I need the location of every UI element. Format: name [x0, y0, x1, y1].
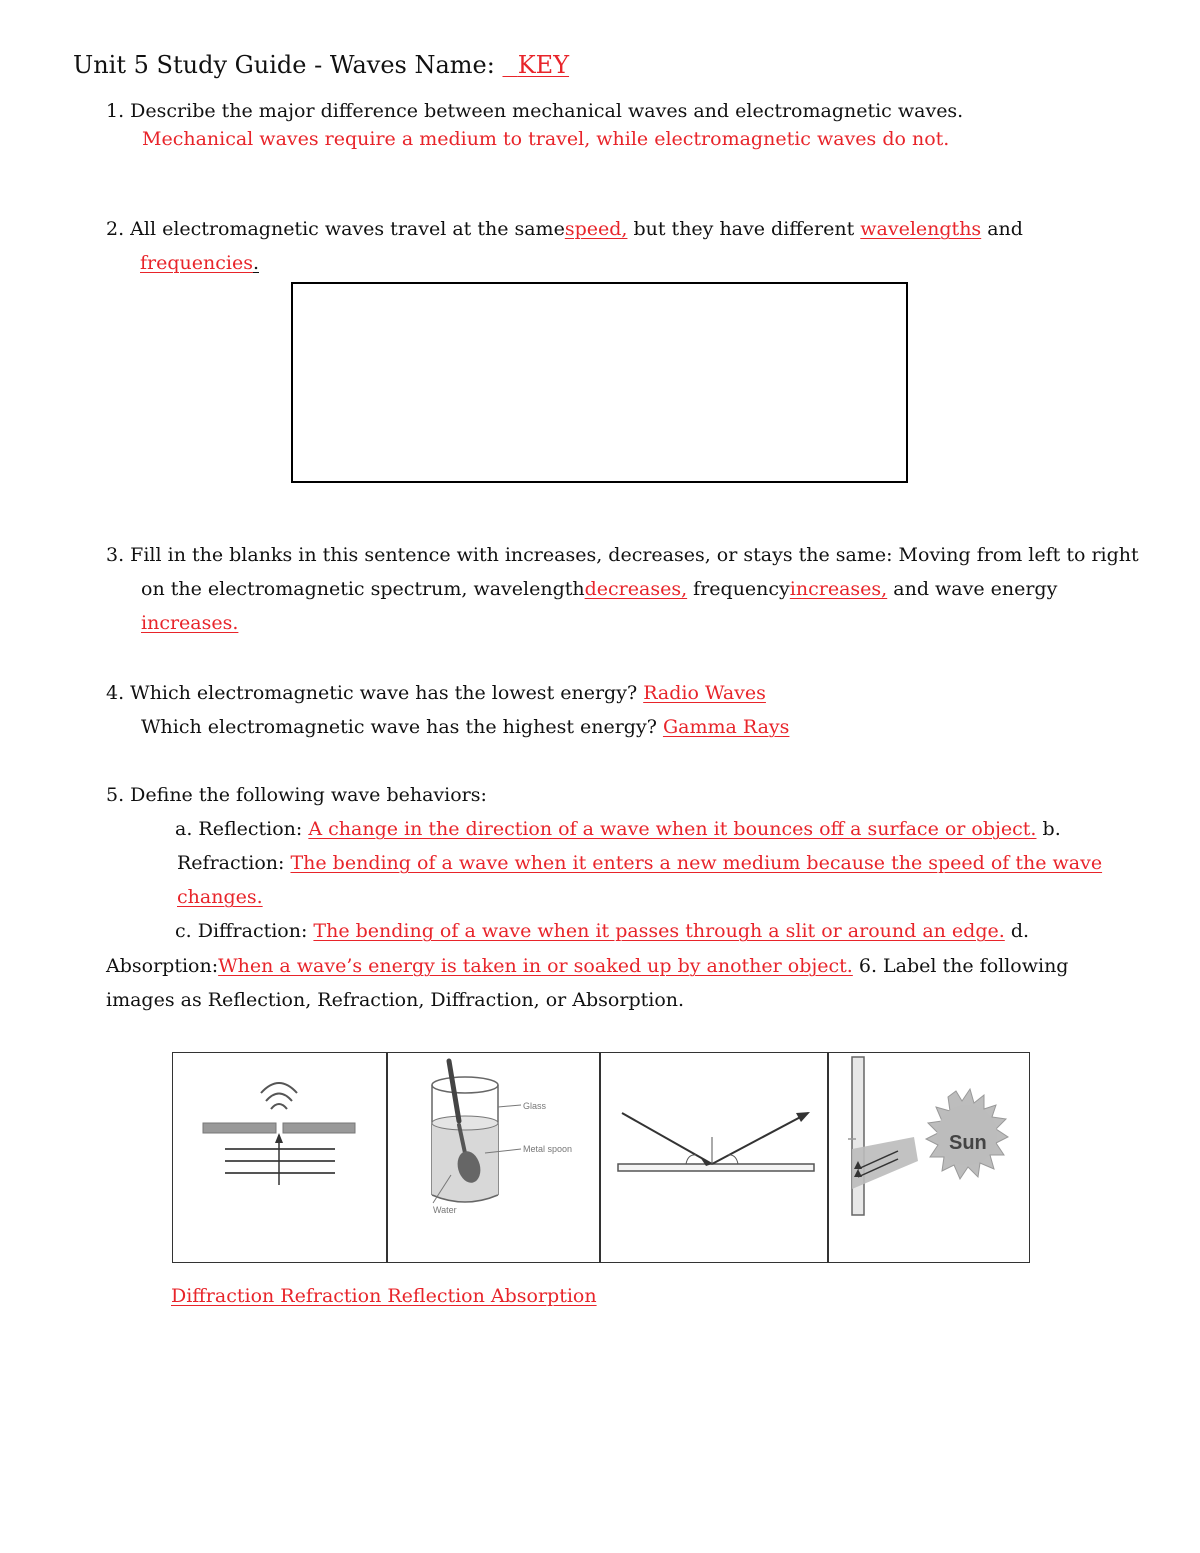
q5-line-a: a. Reflection: A change in the direction of a wave when it bounces off a surface or object. b.: [175, 818, 1061, 840]
q5-answer-absorption: When a wave’s energy is taken in or soaked up by another object.: [218, 955, 853, 977]
q1-question: 1. Describe the major difference between mechanical waves and electromagnetic waves.: [106, 100, 964, 122]
q5-line-d: Absorption:When a wave’s energy is taken in or soaked up by another object. 6. Label the following: [106, 955, 1069, 977]
q5-line-b: Refraction: The bending of a wave when it enters a new medium because the speed of the wave: [177, 852, 1103, 874]
q2-line2: frequencies.: [140, 252, 259, 274]
q1-answer: Mechanical waves require a medium to travel, while electromagnetic waves do not.: [142, 128, 950, 150]
q4-line1: 4. Which electromagnetic wave has the lowest energy? Radio Waves: [106, 682, 766, 704]
absorption-figure: [828, 1053, 1031, 1262]
q2-blank-speed: speed,: [564, 218, 628, 240]
diffraction-figure: [173, 1053, 386, 1262]
refraction-figure: [387, 1053, 599, 1262]
q5-answer-refraction-2: changes.: [177, 886, 263, 908]
q3-line3: [141, 611, 238, 635]
q2-blank-frequencies: frequencies: [140, 252, 253, 274]
q3-blank-energy: increases.: [141, 612, 239, 634]
q5-answer-refraction: The bending of a wave when it enters a new medium because the speed of the wave: [290, 852, 1103, 874]
empty-drawing-box: [291, 282, 908, 483]
q4-line2: Which electromagnetic wave has the highest energy? Gamma Rays: [141, 716, 790, 738]
q6-answers: Diffraction Refraction Reflection Absorption: [171, 1285, 597, 1307]
q2-line1: 2. All electromagnetic waves travel at the samespeed, but they have different wavelengths and: [106, 218, 1023, 240]
q4-answer-lowest: Radio Waves: [643, 682, 766, 704]
q6-line2: images as Reflection, Refraction, Diffraction, or Absorption.: [106, 989, 685, 1011]
q4-answer-highest: Gamma Rays: [662, 716, 790, 738]
q5-line-b2: [177, 885, 263, 909]
q5-line-c: c. Diffraction: The bending of a wave when it passes through a slit or around an edge. d.: [175, 920, 1030, 942]
q5-answer-reflection: A change in the direction of a wave when it bounces off a surface or object.: [308, 818, 1037, 840]
reflection-figure: [600, 1053, 827, 1262]
sun-label: Sun: [949, 1132, 987, 1154]
spoon-label: Metal spoon: [523, 1144, 573, 1154]
title-text: Unit 5 Study Guide - Waves: [73, 51, 407, 79]
water-label: Water: [433, 1205, 457, 1215]
q3-blank-frequency: increases,: [789, 578, 888, 600]
q2-blank-wavelengths: wavelengths: [860, 218, 982, 240]
q5-intro: 5. Define the following wave behaviors:: [106, 784, 487, 806]
wave-behavior-images: [172, 1052, 1030, 1263]
q5-answer-diffraction: The bending of a wave when it passes through a slit or around an edge.: [313, 920, 1005, 942]
page-title: [73, 50, 602, 80]
name-label: Name:: [414, 51, 495, 79]
q3-line2: on the electromagnetic spectrum, wavelengthdecreases, frequencyincreases, and wave energy: [141, 578, 1058, 600]
name-value: KEY: [517, 51, 570, 79]
glass-label: Glass: [523, 1101, 547, 1111]
q3-line1: 3. Fill in the blanks in this sentence with increases, decreases, or stays the same: Moving from left to right: [106, 544, 1139, 566]
q3-blank-wavelength: decreases,: [584, 578, 688, 600]
